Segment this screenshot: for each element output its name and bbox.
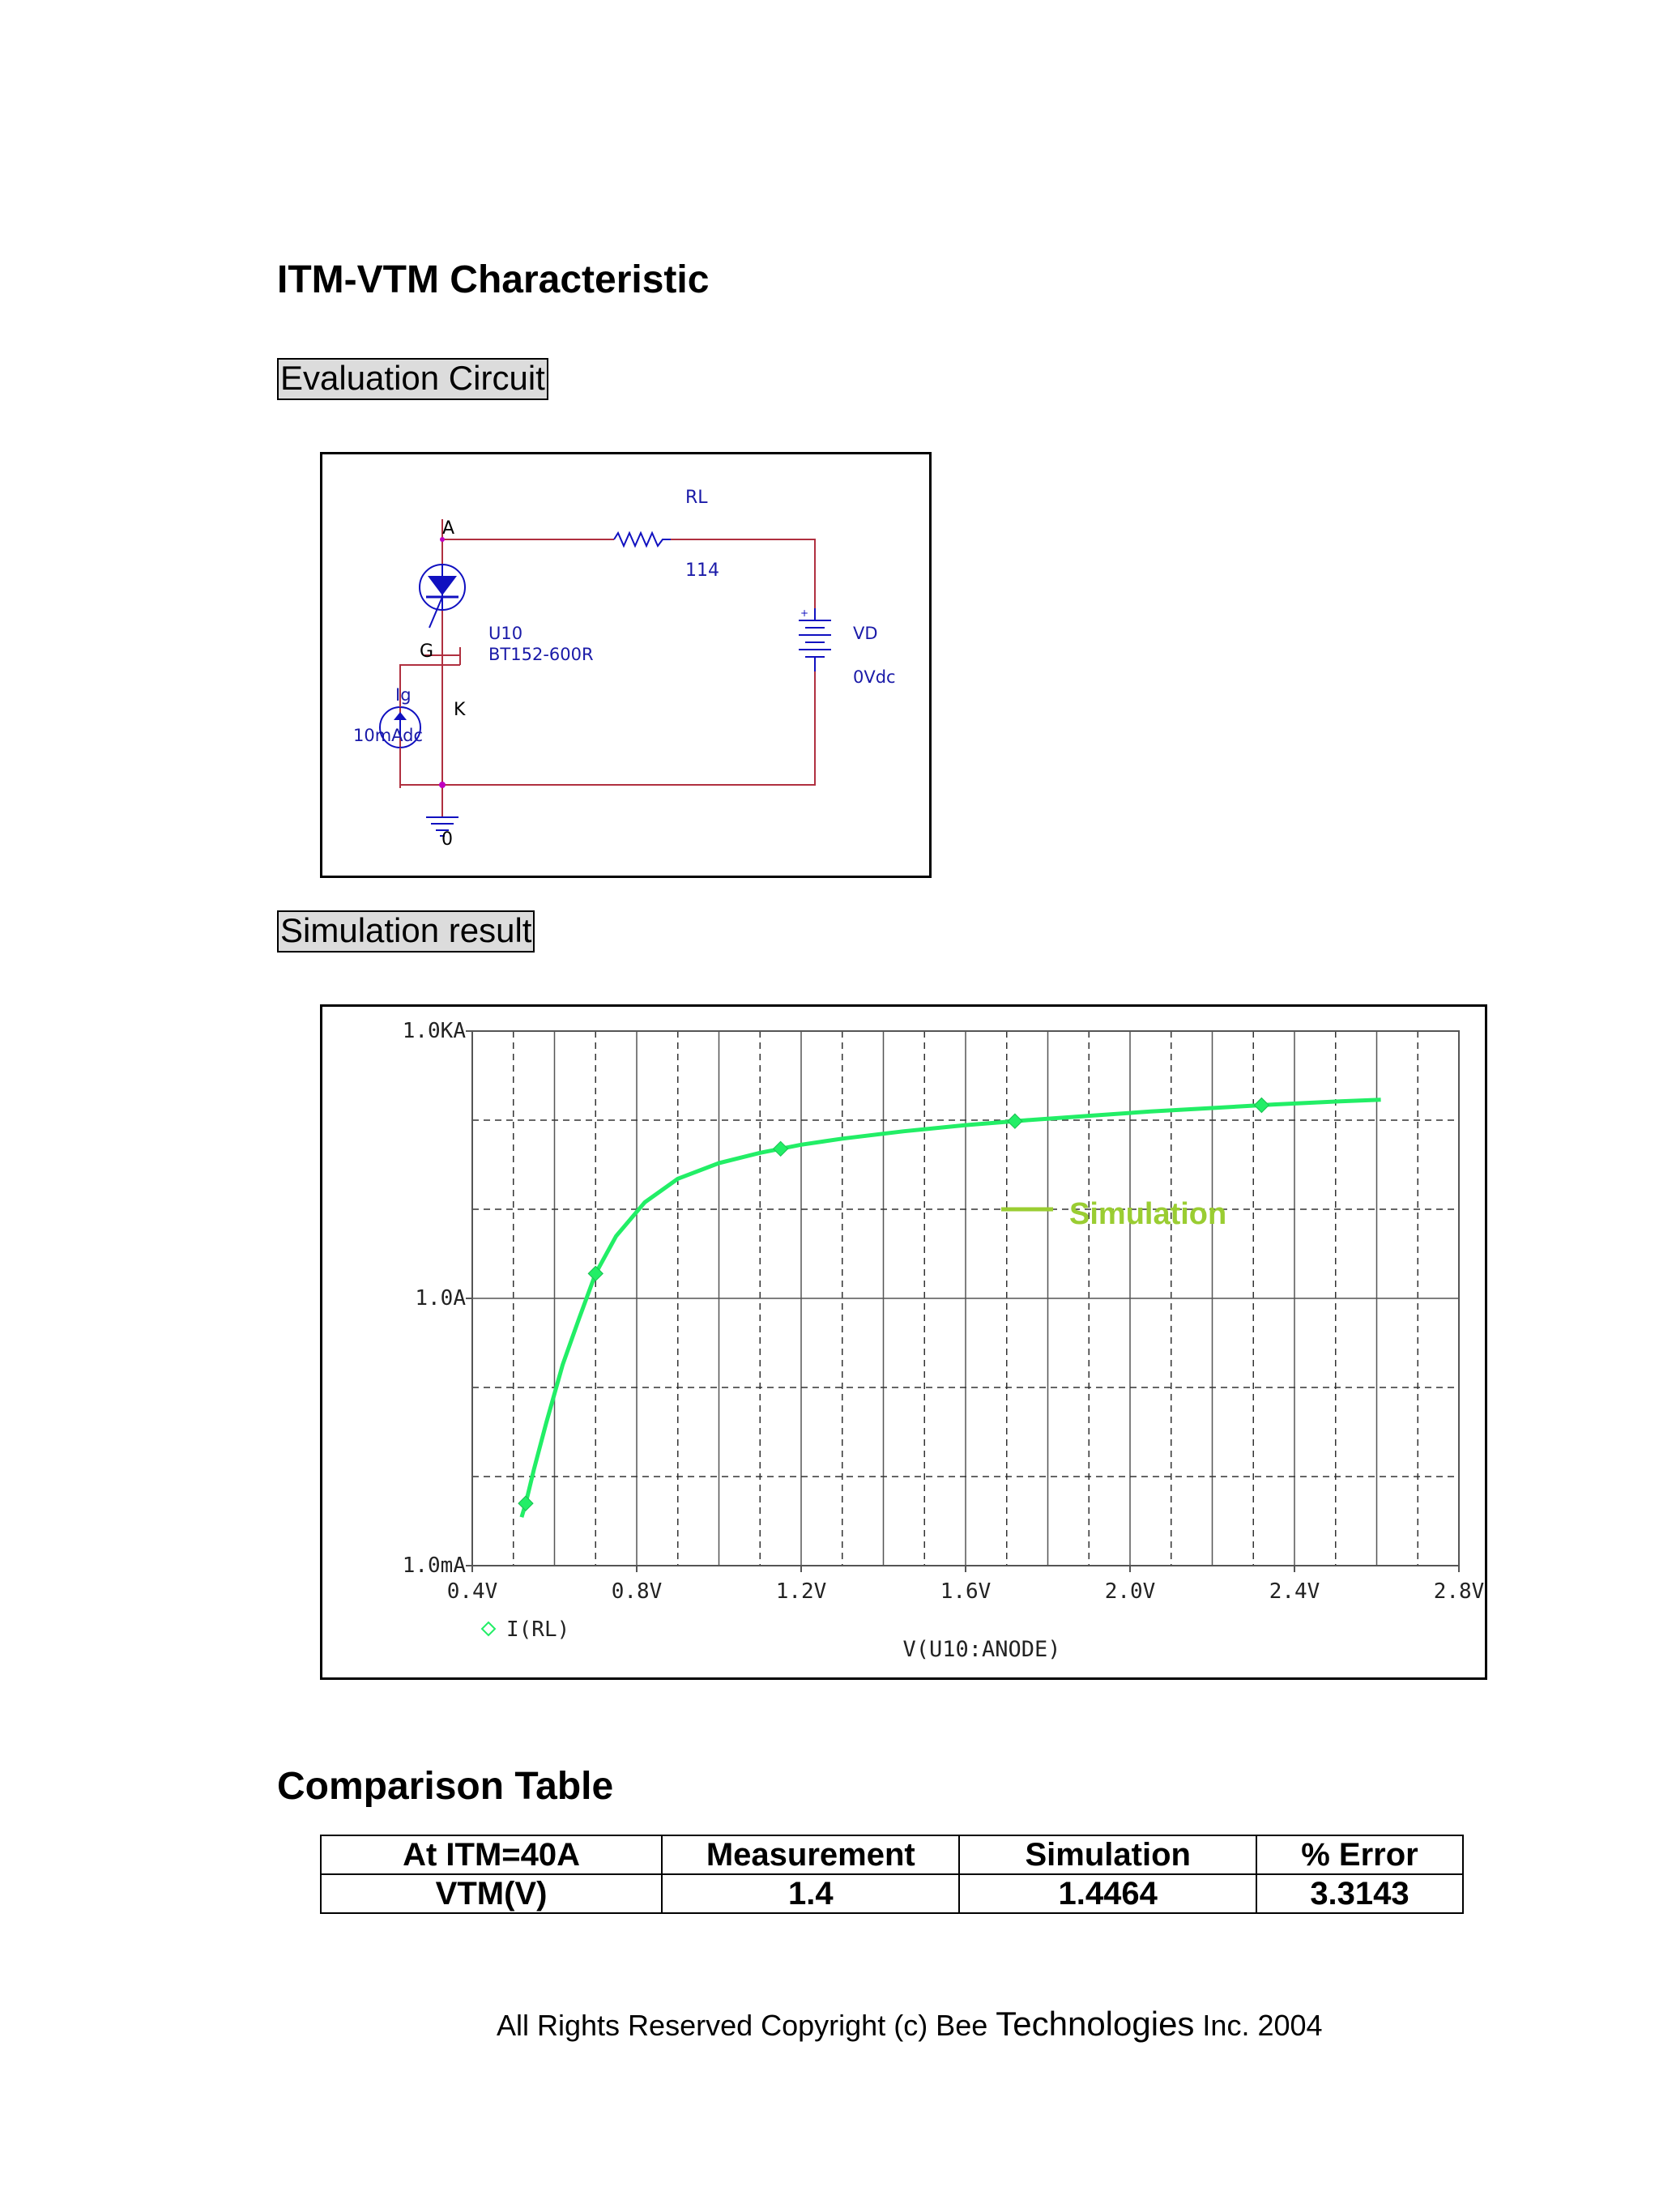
isource-name-label: Ig (395, 685, 412, 705)
footer-text-3: Inc. 2004 (1194, 2009, 1323, 2042)
table-cell: VTM(V) (321, 1874, 662, 1913)
evaluation-circuit-label: Evaluation Circuit (277, 358, 548, 400)
table-cell: 1.4 (662, 1874, 959, 1913)
series-marker (1008, 1114, 1022, 1128)
x-tick-label: 2.0V (1104, 1579, 1156, 1604)
series-legend-label: I(RL) (506, 1617, 570, 1642)
x-tick-label: 0.8V (611, 1579, 663, 1604)
current-source-symbol (380, 665, 420, 785)
x-tick-label: 0.4V (446, 1579, 498, 1604)
table-header-row (321, 1835, 1463, 1874)
device-part-label: BT152-600R (488, 645, 594, 664)
resistor-name-label: RL (685, 488, 708, 508)
x-tick-label: 1.6V (940, 1579, 992, 1604)
header-cell: % Error (1256, 1835, 1463, 1874)
table-cell: 3.3143 (1256, 1874, 1463, 1913)
ground-node-dot (439, 782, 446, 788)
header-cell: Measurement (662, 1835, 959, 1874)
series-marker (1254, 1097, 1269, 1112)
comparison-title: Comparison Table (277, 1765, 614, 1808)
y-tick-label: 1.0A (415, 1286, 466, 1311)
series-marker (518, 1496, 533, 1511)
resistor-value-label: 114 (685, 560, 719, 581)
x-tick-label: 2.4V (1269, 1579, 1320, 1604)
node-gate-label: G (420, 641, 434, 662)
series-marker (774, 1141, 788, 1156)
y-tick-label: 1.0mA (402, 1554, 466, 1578)
simulation-result-label: Simulation result (277, 910, 535, 953)
dc-voltage-source-symbol (799, 607, 831, 671)
copyright-footer (497, 2005, 1323, 2044)
table-cell: 1.4464 (959, 1874, 1256, 1913)
itm-vtm-chart (322, 1007, 1485, 1677)
header-cell: Simulation (959, 1835, 1256, 1874)
x-axis-label: V(U10:ANODE) (902, 1637, 1061, 1662)
page-title: ITM-VTM Characteristic (277, 258, 710, 301)
chart-frame (320, 1004, 1487, 1680)
wire-anode-top (442, 519, 586, 539)
node-anode-label: A (442, 518, 455, 539)
series-line-irl (522, 1100, 1381, 1518)
series-legend-marker (482, 1622, 495, 1635)
x-tick-label: 2.8V (1433, 1579, 1485, 1604)
circuit-diagram-frame (320, 452, 932, 878)
node-cathode-label: K (454, 700, 466, 720)
vsource-value-label: 0Vdc (853, 667, 896, 687)
table-row (321, 1874, 1463, 1913)
ground-number-label: 0 (441, 829, 453, 850)
header-cell: At ITM=40A (321, 1835, 662, 1874)
y-tick-label: 1.0KA (402, 1019, 466, 1043)
wire-bottom-return (442, 671, 815, 785)
resistor-symbol (614, 533, 671, 546)
legend-label: Simulation (1069, 1197, 1227, 1231)
svg-text:+: + (800, 607, 809, 619)
x-tick-label: 1.2V (775, 1579, 827, 1604)
circuit-schematic (322, 454, 929, 876)
isource-value-label: 10mAdc (353, 726, 424, 745)
footer-text-2: Technologies (996, 2005, 1195, 2043)
device-ref-label: U10 (488, 624, 523, 643)
comparison-table (320, 1835, 1464, 1914)
vsource-name-label: VD (853, 624, 878, 643)
footer-text-1: All Rights Reserved Copyright (c) Bee (497, 2009, 996, 2042)
